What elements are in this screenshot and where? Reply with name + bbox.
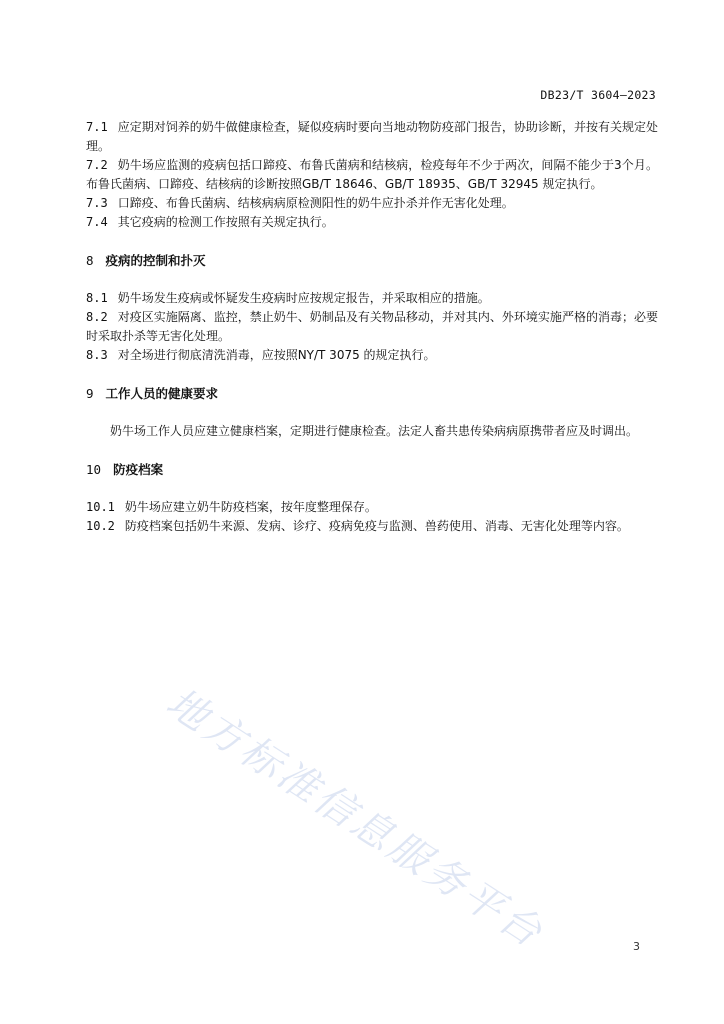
clause-number: 7.4 [86, 215, 108, 229]
clause-number: 7.2 [86, 158, 108, 172]
section-9-heading [86, 384, 658, 403]
clause-number: 8.3 [86, 348, 108, 362]
clause-text: 奶牛场发生疫病或怀疑发生疫病时应按规定报告，并采取相应的措施。 [117, 291, 490, 305]
clause-number: 8.2 [86, 310, 108, 324]
clause-7-2 [86, 156, 658, 194]
clause-8-1 [86, 289, 658, 308]
clause-10-2 [86, 517, 658, 536]
watermark: 地方标准信息服务平台 [158, 679, 553, 958]
section-title: 防疫档案 [113, 462, 164, 477]
clause-number: 10.1 [86, 500, 115, 514]
section-9-paragraph: 奶牛场工作人员应建立健康档案，定期进行健康检查。法定人畜共患传染病病原携带者应及时调出。 [110, 424, 639, 438]
clause-number: 7.3 [86, 196, 108, 210]
section-10-heading [86, 460, 658, 479]
section-8-heading [86, 251, 658, 270]
clause-text: 对全场进行彻底清洗消毒，应按照NY/T 3075 的规定执行。 [117, 348, 436, 362]
clause-8-2 [86, 308, 658, 346]
clause-text: 口蹄疫、布鲁氏菌病、结核病病原检测阳性的奶牛应扑杀并作无害化处理。 [117, 196, 514, 210]
clause-7-1 [86, 118, 658, 156]
clause-text: 奶牛场应建立奶牛防疫档案，按年度整理保存。 [124, 500, 377, 514]
section-8-clauses [86, 289, 658, 365]
section-number: 9 [86, 386, 94, 401]
clause-10-1 [86, 498, 658, 517]
section-7-clauses [86, 118, 658, 232]
clause-8-3 [86, 346, 658, 365]
clause-7-4 [86, 213, 658, 232]
clause-number: 10.2 [86, 519, 115, 533]
clause-text: 应定期对饲养的奶牛做健康检查，疑似疫病时要向当地动物防疫部门报告，协助诊断，并按有关规定处理。 [86, 120, 658, 153]
clause-7-3 [86, 194, 658, 213]
page-number: 3 [633, 940, 640, 953]
section-number: 10 [86, 462, 102, 477]
document-code: DB23/T 3604—2023 [540, 88, 656, 102]
section-title: 工作人员的健康要求 [105, 386, 219, 401]
clause-number: 8.1 [86, 291, 108, 305]
section-10-clauses [86, 498, 658, 536]
section-title: 疫病的控制和扑灭 [105, 253, 206, 268]
document-body [86, 118, 658, 536]
clause-text: 奶牛场应监测的疫病包括口蹄疫、布鲁氏菌病和结核病，检疫每年不少于两次，间隔不能少于3个月。布鲁氏菌病、口蹄疫、结核病的诊断按照GB/T 18646、GB/T 18935、GB/T 32945 规定执行。 [86, 158, 658, 191]
clause-text: 对疫区实施隔离、监控，禁止奶牛、奶制品及有关物品移动，并对其内、外环境实施严格的消毒；必要时采取扑杀等无害化处理。 [86, 310, 658, 343]
clause-number: 7.1 [86, 120, 108, 134]
clause-text: 防疫档案包括奶牛来源、发病、诊疗、疫病免疫与监测、兽药使用、消毒、无害化处理等内容。 [124, 519, 629, 533]
section-number: 8 [86, 253, 94, 268]
clause-text: 其它疫病的检测工作按照有关规定执行。 [117, 215, 334, 229]
